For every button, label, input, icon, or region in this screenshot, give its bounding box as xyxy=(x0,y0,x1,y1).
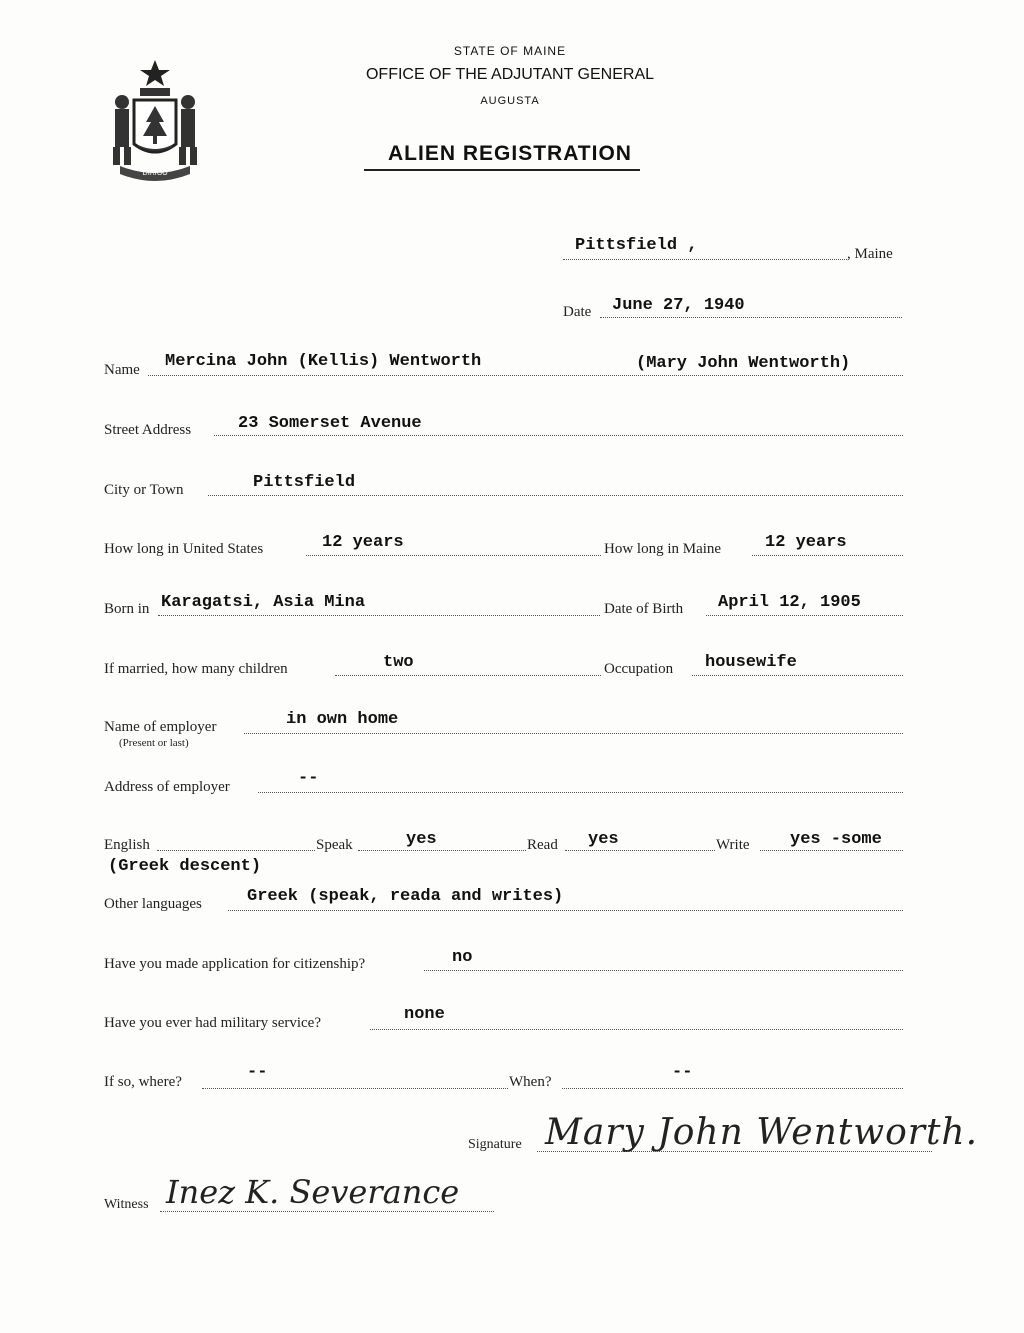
maine-duration-line xyxy=(752,555,903,556)
citizenship-line xyxy=(424,970,903,971)
name-label: Name xyxy=(104,362,140,378)
date-value: June 27, 1940 xyxy=(612,296,745,315)
where-line xyxy=(202,1088,508,1089)
employer-line xyxy=(244,733,903,734)
employer-address-line xyxy=(258,792,903,793)
military-line xyxy=(370,1029,903,1030)
write-label: Write xyxy=(716,837,750,853)
english-label: English xyxy=(104,837,150,853)
dob-label: Date of Birth xyxy=(604,601,684,617)
read-value: yes xyxy=(588,830,619,849)
us-duration-label: How long in United States xyxy=(104,541,264,557)
speak-label: Speak xyxy=(316,837,353,853)
citizenship-value: no xyxy=(452,948,473,967)
form-title: ALIEN REGISTRATION xyxy=(388,142,632,165)
city-heading: AUGUSTA xyxy=(480,95,540,107)
born-label: Born in xyxy=(104,601,150,617)
street-value: 23 Somerset Avenue xyxy=(238,414,422,433)
military-label: Have you ever had military service? xyxy=(104,1015,321,1031)
employer-label: Name of employer xyxy=(104,719,217,735)
occupation-line xyxy=(692,675,903,676)
place-suffix: , Maine xyxy=(847,246,893,262)
us-duration-value: 12 years xyxy=(322,533,404,552)
maine-duration-value: 12 years xyxy=(765,533,847,552)
write-value: yes -some xyxy=(790,830,882,849)
state-heading: STATE OF MAINE xyxy=(453,44,567,58)
where-label: If so, where? xyxy=(104,1074,182,1090)
witness-line xyxy=(160,1211,494,1212)
employer-sublabel: (Present or last) xyxy=(119,737,189,749)
dob-line xyxy=(706,615,903,616)
place-line xyxy=(563,259,847,260)
street-line xyxy=(214,435,903,436)
speak-line xyxy=(358,850,526,851)
city-line xyxy=(208,495,903,496)
witness-value: Inez K. Severance xyxy=(166,1173,460,1211)
children-line xyxy=(335,675,601,676)
children-label: If married, how many children xyxy=(104,661,288,677)
title-underline xyxy=(364,169,640,171)
other-languages-label: Other languages xyxy=(104,896,202,912)
read-line xyxy=(565,850,715,851)
name-value: Mercina John (Kellis) Wentworth xyxy=(165,352,482,371)
office-heading: OFFICE OF THE ADJUTANT GENERAL xyxy=(365,66,655,83)
occupation-value: housewife xyxy=(705,653,797,672)
when-label: When? xyxy=(509,1074,552,1090)
read-label: Read xyxy=(527,837,558,853)
witness-label: Witness xyxy=(104,1197,149,1212)
city-value: Pittsfield xyxy=(253,473,356,492)
military-value: none xyxy=(404,1005,445,1024)
date-line xyxy=(600,317,902,318)
citizenship-label: Have you made application for citizenship? xyxy=(104,956,366,972)
write-line xyxy=(760,850,903,851)
when-line xyxy=(562,1088,903,1089)
name-alias: (Mary John Wentworth) xyxy=(636,354,851,373)
employer-address-label: Address of employer xyxy=(104,779,230,795)
date-label: Date xyxy=(563,304,592,320)
where-value: -- xyxy=(247,1063,268,1082)
other-languages-line xyxy=(228,910,903,911)
street-label: Street Address xyxy=(104,422,192,438)
maine-duration-label: How long in Maine xyxy=(604,541,722,557)
employer-value: in own home xyxy=(286,710,399,729)
city-label: City or Town xyxy=(104,482,184,498)
svg-text:DIRIGO: DIRIGO xyxy=(142,169,168,177)
other-languages-value: Greek (speak, reada and writes) xyxy=(247,887,564,906)
born-value: Karagatsi, Asia Mina xyxy=(161,593,366,612)
children-value: two xyxy=(383,653,414,672)
english-line xyxy=(157,850,315,851)
english-note: (Greek descent) xyxy=(108,857,262,876)
employer-address-value: -- xyxy=(298,769,319,788)
born-line xyxy=(158,615,600,616)
signature-line xyxy=(537,1151,932,1152)
maine-state-seal-icon xyxy=(100,56,210,184)
place-value: Pittsfield , xyxy=(575,236,698,255)
speak-value: yes xyxy=(406,830,437,849)
signature-label: Signature xyxy=(468,1137,522,1152)
name-line xyxy=(148,375,903,376)
signature-value: Mary John Wentworth. xyxy=(545,1112,979,1153)
occupation-label: Occupation xyxy=(604,661,674,677)
when-value: -- xyxy=(672,1063,693,1082)
us-duration-line xyxy=(306,555,601,556)
dob-value: April 12, 1905 xyxy=(718,593,861,612)
